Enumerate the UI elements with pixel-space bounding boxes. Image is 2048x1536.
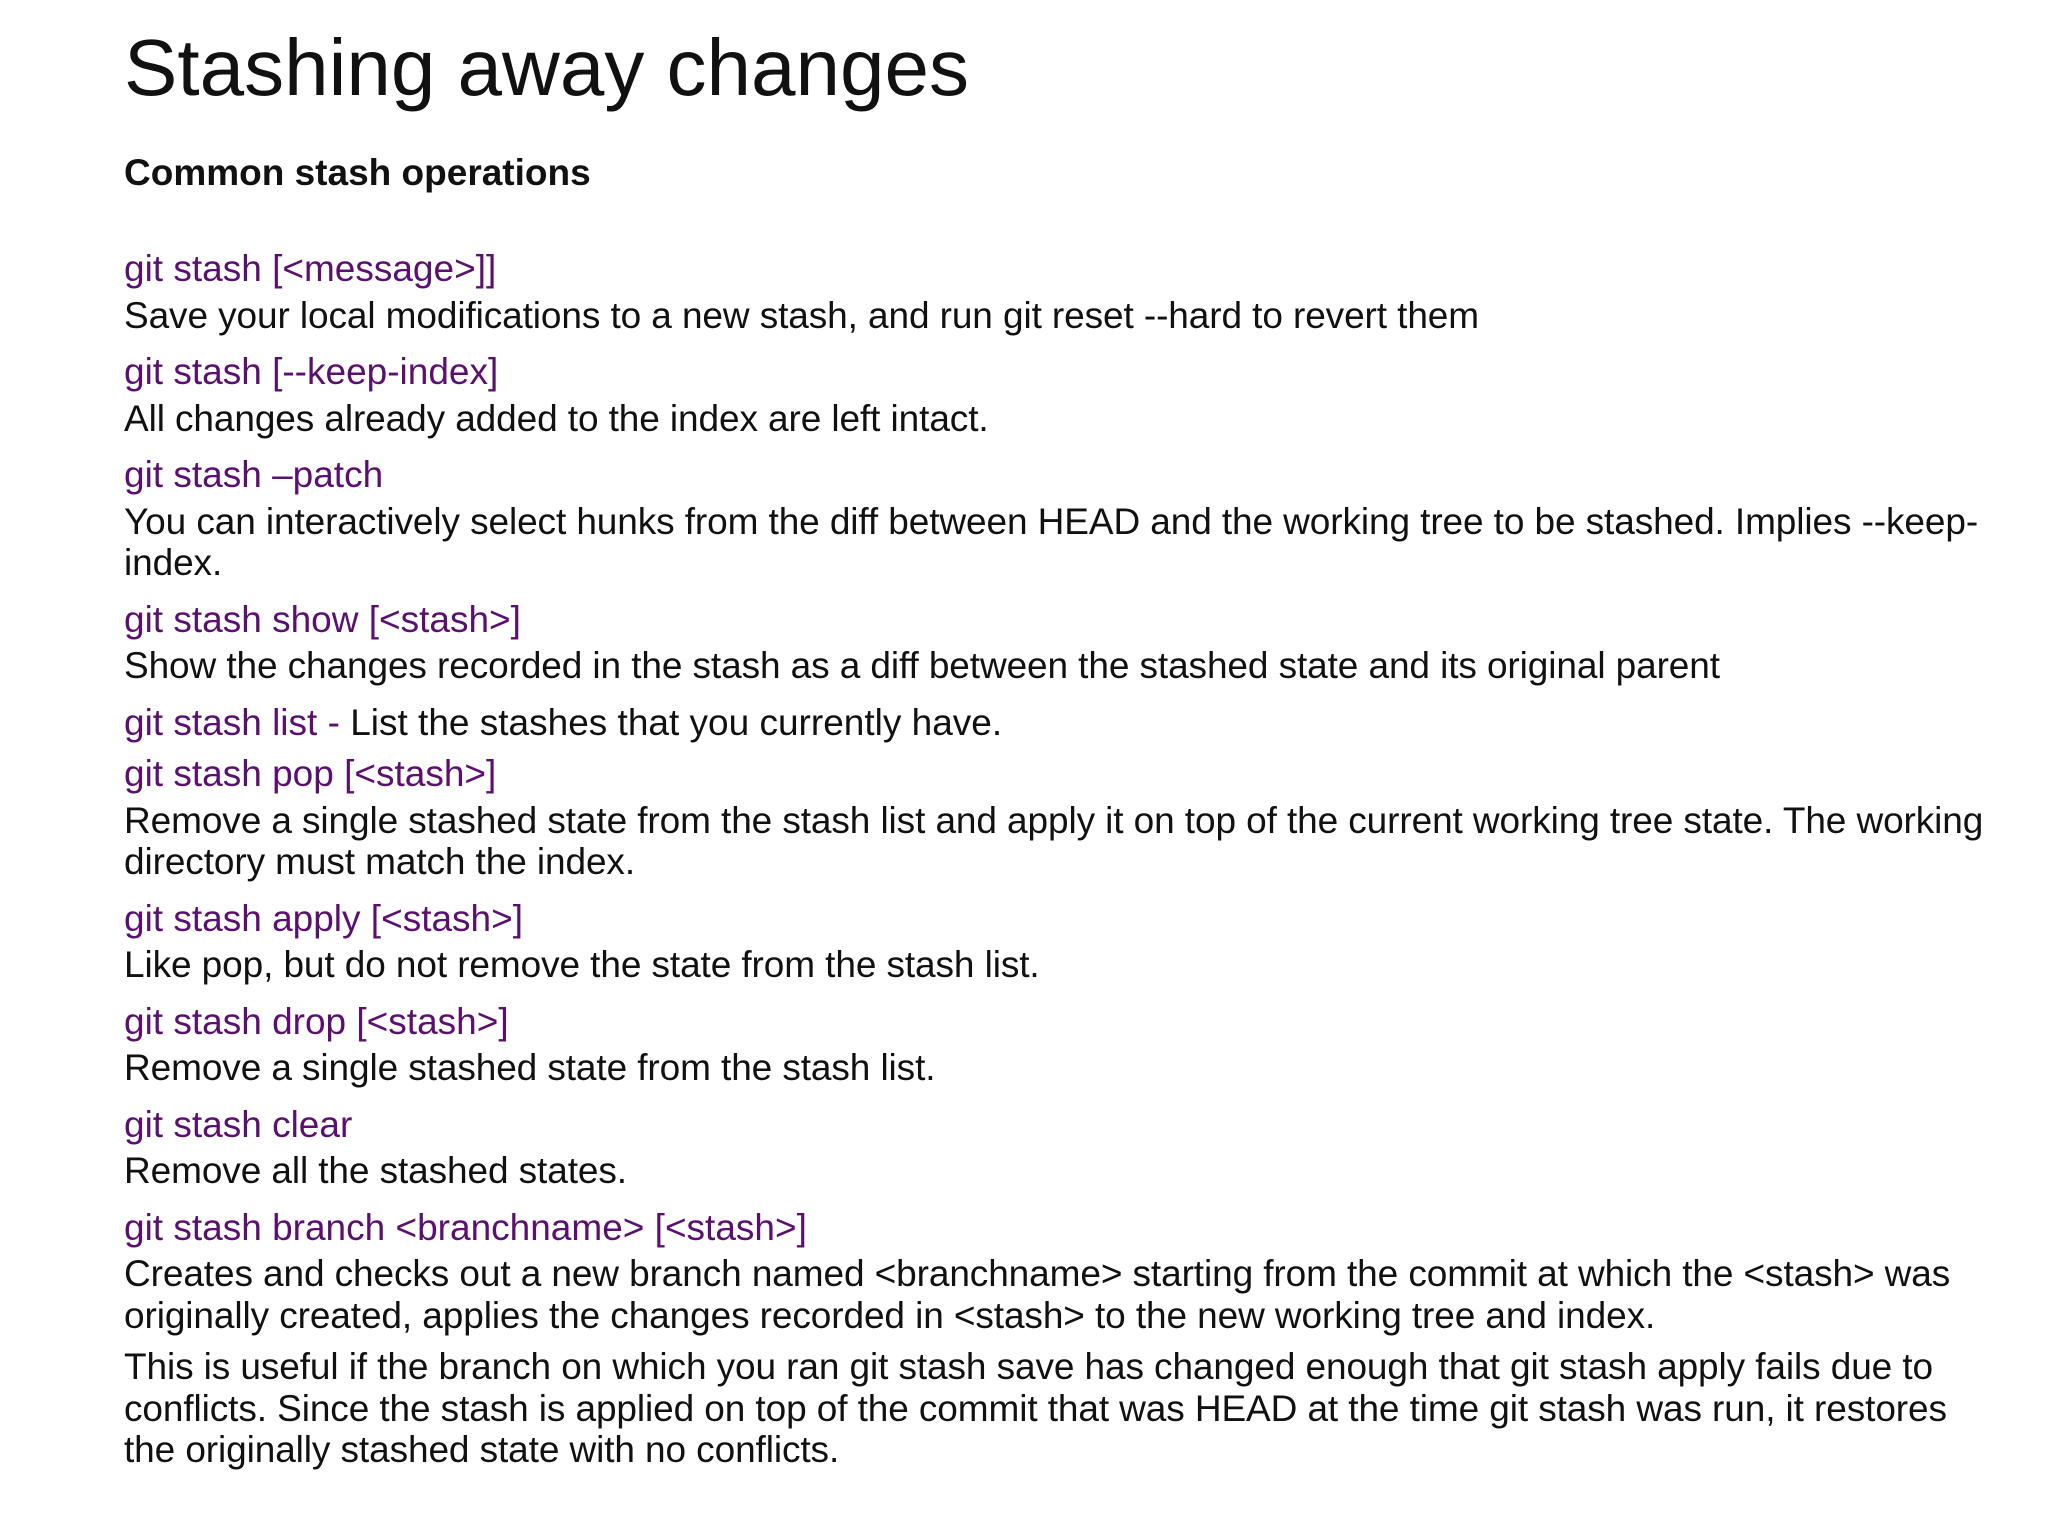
list-item [124, 1202, 2004, 1471]
list-item [124, 243, 2004, 336]
command-text: git stash apply [<stash>] [124, 897, 524, 939]
list-item [124, 748, 2004, 883]
command-text: git stash branch <branchname> [<stash>] [124, 1206, 807, 1248]
description-text: Creates and checks out a new branch named <branchname> starting from the commit at which the <stash> was originally created, applies the changes recorded in <stash> to the new working tree and index. [124, 1253, 1951, 1336]
command-text: git stash list - [124, 701, 351, 743]
description-text: Like pop, but do not remove the state from the stash list. [124, 944, 1040, 985]
list-item [124, 893, 2004, 986]
command-text: git stash drop [<stash>] [124, 1000, 509, 1042]
note-text: This is useful if the branch on which you ran git stash save has changed enough that git stash apply fails due to conflicts. Since the stash is applied on top of the commit that was HEAD at the time git stash was run, it restores the originally stashed state with no conflicts. [124, 1346, 1947, 1470]
list-item [124, 594, 2004, 687]
command-text: git stash [<message>]] [124, 248, 497, 289]
command-text: git stash [--keep-index] [124, 351, 499, 392]
section-subtitle: Common stash operations [124, 152, 591, 193]
description-text: Save your local modifications to a new stash, and run git reset --hard to revert them [124, 294, 1479, 336]
command-text: git stash –patch [124, 454, 384, 495]
slide [124, 0, 2004, 1536]
description-text: List the stashes that you currently have. [350, 701, 1003, 743]
command-text: git stash pop [<stash>] [124, 753, 497, 794]
description-text: Remove a single stashed state from the stash list. [124, 1047, 936, 1088]
description-text: You can interactively select hunks from the diff between HEAD and the working tree to be stashed. Implies --keep-index. [124, 500, 1979, 583]
command-text: git stash clear [124, 1103, 353, 1145]
list-item [124, 346, 2004, 439]
list-item [124, 449, 2004, 584]
page-title: Stashing away changes [124, 23, 969, 112]
list-item [124, 697, 2004, 749]
description-text: Remove a single stashed state from the stash list and apply it on top of the current working tree state. The working directory must match the index. [124, 799, 1984, 882]
description-text: Show the changes recorded in the stash as a diff between the stashed state and its original parent [124, 645, 1720, 686]
inline-row [124, 697, 2004, 749]
description-text: All changes already added to the index are left intact. [124, 397, 989, 439]
command-text: git stash show [<stash>] [124, 598, 521, 640]
description-text: Remove all the stashed states. [124, 1150, 627, 1191]
list-item [124, 996, 2004, 1089]
list-item [124, 1099, 2004, 1192]
stash-operations-list [124, 243, 2004, 1471]
